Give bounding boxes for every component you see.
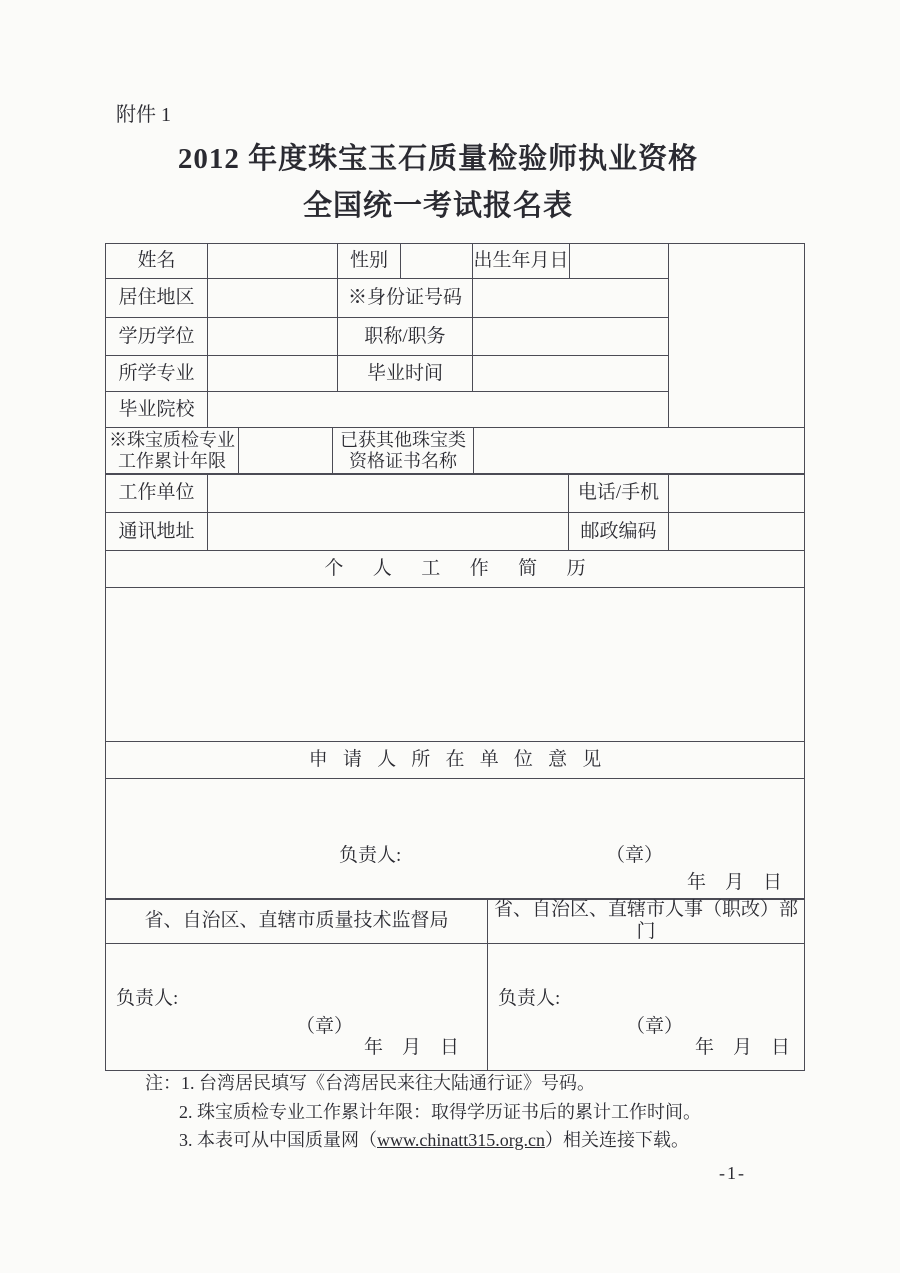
graduation-time-label: 毕业时间 (338, 356, 473, 392)
job-title-label: 职称/职务 (338, 318, 473, 356)
quality-bureau-seal-label: （章） (296, 1016, 354, 1037)
postcode-value-cell (669, 513, 805, 551)
other-cert-value-cell (474, 427, 805, 474)
postcode-label: 邮政编码 (569, 513, 669, 551)
school-value-cell (208, 392, 669, 428)
quality-bureau-header: 省、自治区、直辖市质量技术监督局 (106, 899, 488, 944)
note-url: www.chinatt315.org.cn (377, 1130, 545, 1150)
gender-value-cell (401, 244, 473, 279)
major-value-cell (208, 356, 338, 392)
contact-table (105, 473, 805, 551)
phone-label: 电话/手机 (569, 474, 669, 513)
resume-opinion-table (105, 550, 805, 900)
job-title-value-cell (473, 318, 669, 356)
unit-opinion-header: 申请人所在单位意见 (106, 741, 805, 778)
id-number-label: ※身份证号码 (338, 279, 473, 318)
work-years-label: ※珠宝质检专业 工作累计年限 (106, 427, 239, 474)
residence-value-cell (208, 279, 338, 318)
personal-info-table (105, 243, 805, 428)
unit-seal-label: （章） (606, 844, 664, 866)
photo-area (669, 244, 805, 428)
page-number: -1- (719, 1163, 746, 1183)
name-value-cell (208, 244, 338, 279)
birth-date-value-cell (570, 244, 669, 279)
major-label: 所学专业 (106, 356, 208, 392)
work-years-value-cell (239, 427, 333, 474)
birth-date-label: 出生年月日 (473, 244, 570, 279)
notes-section (145, 1069, 701, 1155)
other-cert-label: 已获其他珠宝类 资格证书名称 (333, 427, 474, 474)
quality-bureau-date-label: 年 月 日 (363, 1037, 459, 1058)
phone-value-cell (669, 474, 805, 513)
gender-label: 性别 (338, 244, 401, 279)
personnel-dept-responsible-label: 负责人: (498, 988, 561, 1009)
note-line-1 (145, 1069, 701, 1098)
note-item-2: 2. 珠宝质检专业工作累计年限：取得学历证书后的累计工作时间。 (179, 1101, 701, 1122)
education-value-cell (208, 318, 338, 356)
form-title-line1: 2012 年度珠宝玉石质量检验师执业资格 (177, 143, 699, 175)
name-label: 姓名 (106, 244, 208, 279)
form-title (0, 136, 876, 230)
registration-form (105, 243, 805, 1071)
quality-bureau-box (106, 944, 488, 1071)
school-label: 毕业院校 (106, 392, 208, 428)
resume-blank-area (106, 587, 805, 741)
approval-table (105, 898, 805, 1071)
address-label: 通讯地址 (106, 513, 208, 551)
graduation-time-value-cell (473, 356, 669, 392)
unit-responsible-label: 负责人: (339, 844, 402, 866)
work-years-row (105, 427, 805, 475)
note-line-3 (145, 1126, 701, 1155)
note-item-1: 1. 台湾居民填写《台湾居民来往大陆通行证》号码。 (181, 1073, 595, 1093)
personnel-dept-date-label: 年 月 日 (694, 1037, 790, 1058)
education-label: 学历学位 (106, 318, 208, 356)
resume-section-header: 个人工作简历 (106, 550, 805, 587)
personnel-dept-header: 省、自治区、直辖市人事（职改）部门 (488, 899, 805, 944)
quality-bureau-responsible-label: 负责人: (116, 988, 179, 1009)
note-line-2 (145, 1098, 701, 1127)
employer-label: 工作单位 (106, 474, 208, 513)
residence-label: 居住地区 (106, 279, 208, 318)
note-item-3-post: ）相关连接下载。 (544, 1130, 689, 1150)
address-value-cell (208, 513, 569, 551)
form-title-line2: 全国统一考试报名表 (302, 190, 573, 222)
attachment-label: 附件 1 (116, 104, 171, 126)
unit-date-label: 年 月 日 (686, 871, 782, 893)
note-item-3-pre: 3. 本表可从中国质量网（ (179, 1130, 377, 1150)
id-number-value-cell (473, 279, 669, 318)
unit-opinion-blank-area (106, 778, 805, 899)
personnel-dept-seal-label: （章） (626, 1016, 684, 1037)
employer-value-cell (208, 474, 569, 513)
personnel-dept-box (488, 944, 805, 1071)
note-prefix: 注： (145, 1073, 181, 1093)
